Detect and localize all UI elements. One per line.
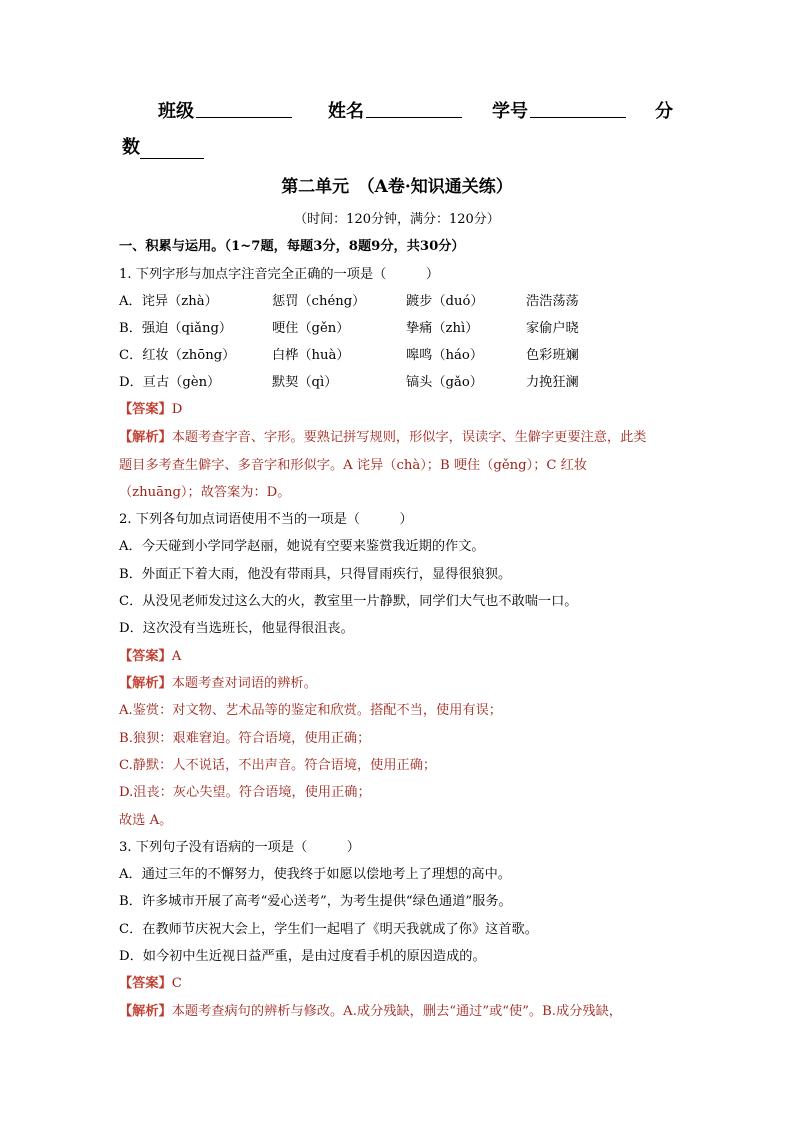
score-label-part2: 数	[122, 137, 140, 158]
page-subtitle: （时间：120分钟，满分：120分）	[294, 212, 500, 227]
q1-option-c-1: C．红妆（zhōng）	[119, 348, 236, 363]
q1-option-c-2: 白桦（huà）	[272, 348, 350, 363]
analysis-tag: 【解析】	[119, 1004, 172, 1019]
question-3-stem: 3. 下列句子没有语病的一项是（ ）	[119, 840, 360, 855]
student-info-row	[122, 97, 674, 125]
name-label: 姓名	[328, 101, 364, 122]
id-label: 学号	[492, 101, 528, 122]
q1-option-c-4: 色彩班斓	[526, 348, 579, 363]
q1-analysis-line-3: （zhuāng）；故答案为：D。	[119, 485, 291, 500]
analysis-text: 本题考查对词语的辨析。	[171, 676, 317, 691]
q2-option-b: B．外面正下着大雨，他没有带雨具，只得冒雨疾行，显得很狼狈。	[119, 567, 512, 582]
q2-analysis-line: B.狼狈：艰难窘迫。符合语境，使用正确；	[119, 731, 371, 746]
score-row	[122, 133, 204, 159]
q1-analysis-line-1	[119, 429, 647, 447]
q1-option-d-4: 力挽狂澜	[526, 375, 579, 390]
answer-value: A	[171, 649, 182, 664]
q1-option-a-2: 惩罚（chéng）	[272, 294, 366, 309]
q1-option-a-4: 浩浩荡荡	[526, 294, 579, 309]
q3-option-a: A．通过三年的不懈努力，使我终于如愿以偿地考上了理想的高中。	[119, 867, 511, 882]
q1-answer	[119, 401, 182, 419]
q2-analysis-line: A.鉴赏：对文物、艺术品等的鉴定和欣赏。搭配不当，使用有误；	[119, 703, 502, 718]
q1-option-d-2: 默契（qì）	[272, 375, 338, 390]
q1-option-a-1: A．诧异（zhà）	[119, 294, 218, 309]
q1-option-b-1: B．强迫（qiǎng）	[119, 321, 233, 336]
q3-option-c: C．在教师节庆祝大会上，学生们一起唱了《明天我就成了你》这首歌。	[119, 922, 538, 937]
q2-option-c: C．从没见老师发过这么大的火，教室里一片静默，同学们大气也不敢喘一口。	[119, 594, 578, 609]
q1-option-c-3: 嗥鸣（háo）	[406, 348, 484, 363]
q1-option-b-2: 哽住（gěn）	[272, 321, 350, 336]
q2-answer	[119, 648, 181, 666]
q3-answer	[119, 975, 182, 993]
q2-analysis-intro	[119, 675, 317, 693]
analysis-tag: 【解析】	[119, 676, 172, 691]
q3-option-d: D．如今初中生近视日益严重，是由过度看手机的原因造成的。	[119, 949, 486, 964]
answer-tag: 【答案】	[119, 649, 172, 664]
q2-option-d: D．这次没有当选班长，他显得很沮丧。	[119, 621, 354, 636]
analysis-text: 本题考查病句的辨析与修改。A.成分残缺，删去“通过”或“使”。B.成分残缺，	[171, 1004, 622, 1019]
question-2-stem: 2. 下列各句加点词语使用不当的一项是（ ）	[119, 512, 413, 527]
q2-analysis-line: 故选 A。	[119, 813, 173, 828]
q1-option-b-4: 家偷户晓	[526, 321, 579, 336]
answer-value: D	[171, 402, 183, 417]
class-label: 班级	[158, 101, 194, 122]
id-blank[interactable]	[530, 97, 626, 118]
q1-option-a-3: 踱步（duó）	[406, 294, 484, 309]
class-blank[interactable]	[196, 97, 292, 118]
q1-option-d-1: D．亘古（gèn）	[119, 375, 221, 390]
analysis-tag: 【解析】	[119, 430, 172, 445]
q3-option-b: B．许多城市开展了高考“爱心送考”，为考生提供“绿色通道”服务。	[119, 894, 512, 909]
answer-tag: 【答案】	[119, 976, 172, 991]
name-blank[interactable]	[366, 97, 462, 118]
answer-tag: 【答案】	[119, 402, 172, 417]
q3-analysis-line-1	[119, 1003, 622, 1021]
score-label-part1: 分	[655, 101, 673, 122]
question-1-stem: 1. 下列字形与加点字注音完全正确的一项是（ ）	[119, 267, 440, 282]
page-title: 第二单元 （A卷·知识通关练）	[281, 177, 513, 197]
analysis-text: 本题考查字音、字形。要熟记拼写规则，形似字，误读字、生僻字更要注意，此类	[171, 430, 647, 445]
score-blank[interactable]	[140, 138, 204, 159]
q1-analysis-line-2: 题目多考查生僻字、多音字和形似字。A 诧异（chà）；B 哽住（gěng）；C 红妆	[119, 458, 588, 473]
q2-analysis-line: C.静默：人不说话，不出声音。符合语境，使用正确；	[119, 758, 437, 773]
section-heading: 一、积累与运用。（1~7题，每题3分，8题9分，共30分）	[119, 239, 465, 254]
q1-option-d-3: 镐头（gǎo）	[406, 375, 483, 390]
q2-analysis-line: D.沮丧：灰心失望。符合语境，使用正确；	[119, 785, 371, 800]
answer-value: C	[171, 976, 182, 991]
q1-option-b-3: 挚痛（zhì）	[406, 321, 479, 336]
q2-option-a: A．今天碰到小学同学赵丽，她说有空要来鉴赏我近期的作文。	[119, 539, 485, 554]
